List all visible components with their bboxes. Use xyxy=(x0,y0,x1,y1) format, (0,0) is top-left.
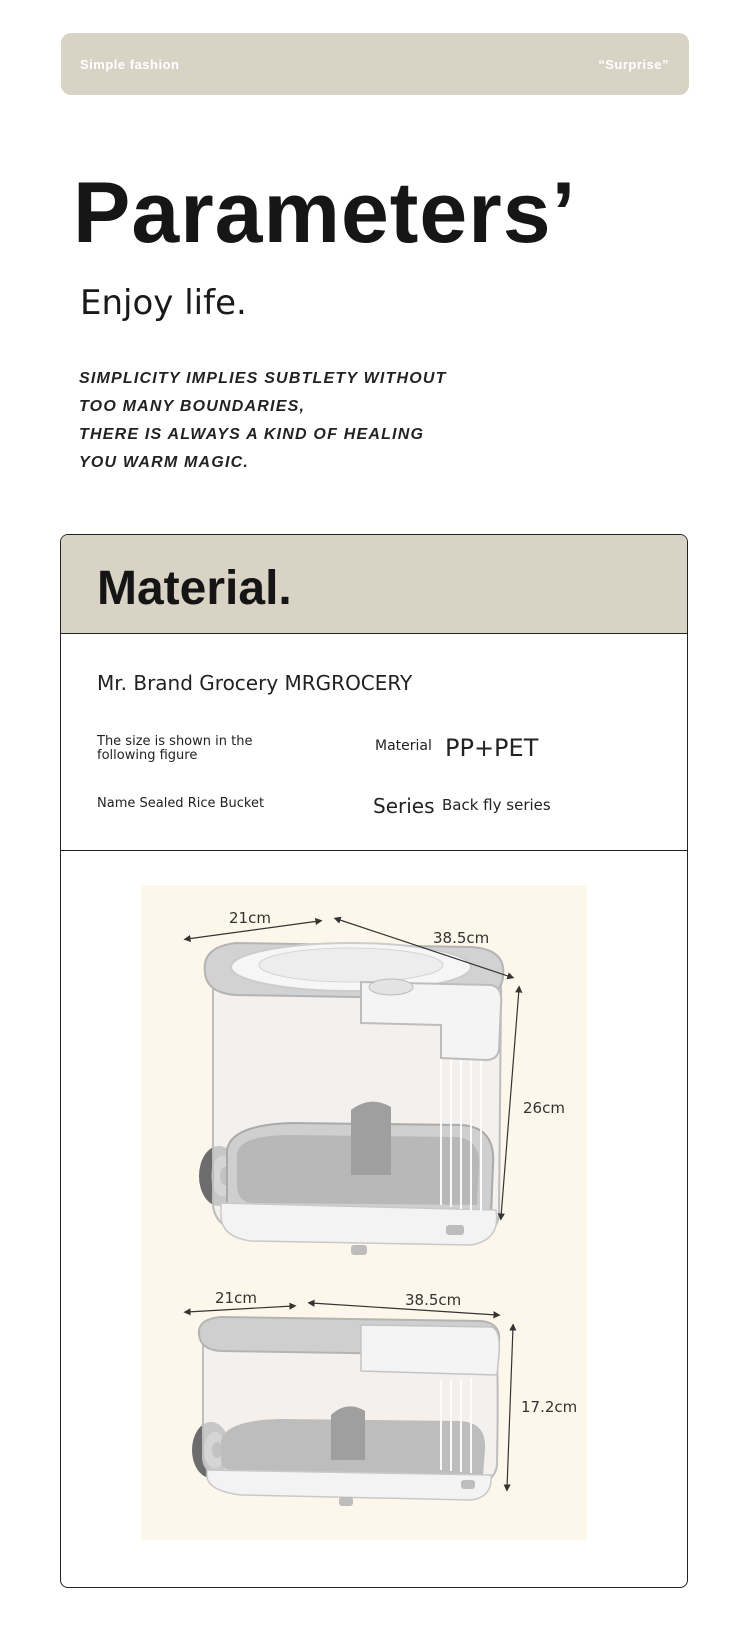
size-note: The size is shown in the following figure xyxy=(97,734,253,763)
small-height-label: 17.2cm xyxy=(521,1398,578,1416)
material-label: Material xyxy=(375,738,432,754)
top-banner xyxy=(61,33,689,95)
product-name: Name Sealed Rice Bucket xyxy=(97,796,265,811)
material-heading: Material. xyxy=(97,562,292,615)
banner-right-text: “Surprise” xyxy=(598,57,669,72)
card-divider xyxy=(61,850,687,851)
material-card-header xyxy=(61,535,687,634)
material-card xyxy=(60,534,688,1588)
slogan-line: YOU WARM MAGIC. xyxy=(79,454,249,471)
product-illustration xyxy=(141,885,587,1540)
slogan-line: TOO MANY BOUNDARIES, xyxy=(79,398,306,415)
small-length-label: 38.5cm xyxy=(405,1291,462,1309)
small-width-label: 21cm xyxy=(215,1289,257,1307)
banner-left-text: Simple fashion xyxy=(80,57,180,72)
large-length-label: 38.5cm xyxy=(433,929,490,947)
brand-text: Mr. Brand Grocery MRGROCERY xyxy=(97,671,413,695)
slogan-line: THERE IS ALWAYS A KIND OF HEALING xyxy=(79,426,425,443)
series-value: Back fly series xyxy=(442,796,551,814)
material-value: PP+PET xyxy=(445,734,539,762)
slogan-line: SIMPLICITY IMPLIES SUBTLETY WITHOUT xyxy=(79,370,447,387)
product-image-panel xyxy=(141,885,587,1540)
series-label: Series xyxy=(373,794,435,818)
small-bucket-illustration xyxy=(192,1317,499,1506)
large-bucket-illustration xyxy=(199,943,503,1255)
large-width-label: 21cm xyxy=(229,909,271,927)
slogan-text xyxy=(79,370,447,482)
large-height-label: 26cm xyxy=(523,1099,565,1117)
page-title: Parameters’ xyxy=(73,165,577,261)
page-subtitle: Enjoy life. xyxy=(80,283,247,323)
